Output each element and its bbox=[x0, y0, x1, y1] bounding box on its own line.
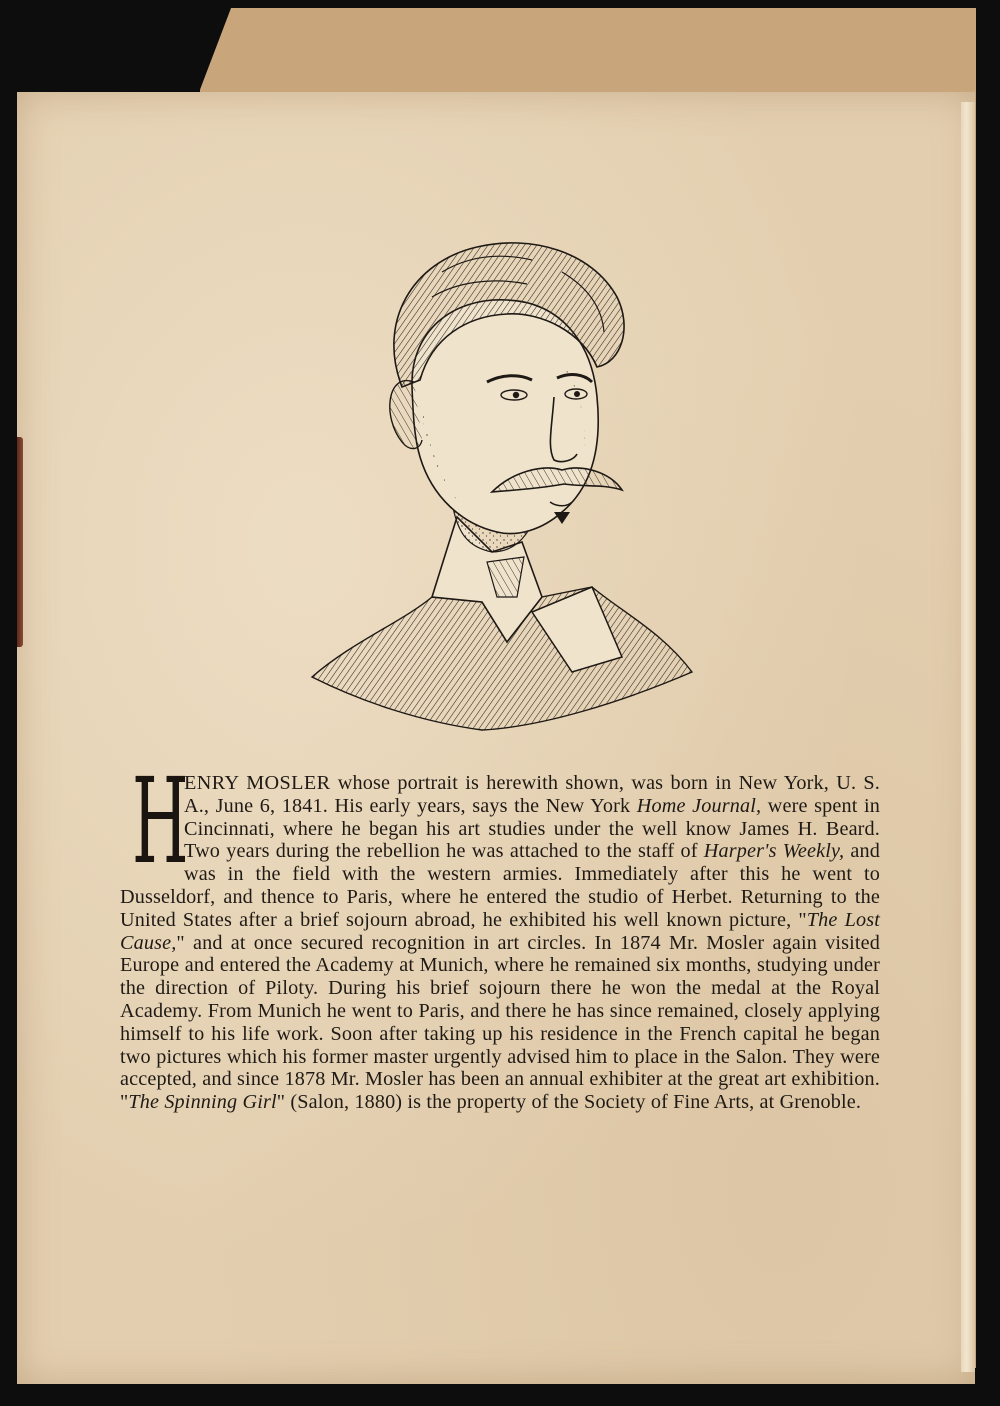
drop-cap: H bbox=[132, 752, 189, 890]
body-text: " and at once secured recognition in art circles. In 1874 Mr. Mosler again visited Europe and entered the Academy at Munich, where he remained six months, studying under the direction of Piloty. During his brief sojourn there he won the medal at the Royal Academy. From Munich he went to Paris, and there he has since remained, closely applying himself to his life work. Soon after taking up his residence in the French capital he began two pictures which his former master urgently advised him to place in the Salon. They were accepted, and since 1878 Mr. Mosler has been an annual exhibiter at the great art exhibition. " bbox=[120, 931, 880, 1114]
publication-title: Harper's Weekly, bbox=[703, 840, 845, 863]
booklet-page bbox=[17, 92, 975, 1384]
page-edge bbox=[961, 102, 975, 1372]
portrait-engraving bbox=[292, 202, 712, 732]
artwork-title: The Spinning Girl bbox=[128, 1091, 277, 1114]
body-text: and was in the field with the western armies. Immediately after this he went to Dusseldorf, and thence to Paris, where he entered the studio of Herbet. Returning to the United States after a brief sojourn abroad, he exhibited his well known picture, " bbox=[120, 840, 881, 931]
body-text: " (Salon, 1880) is the property of the Society of Fine Arts, at Grenoble. bbox=[276, 1091, 862, 1114]
artwork-title: The Lost Cause, bbox=[120, 908, 880, 954]
binding-stitch bbox=[17, 437, 23, 647]
body-text: were spent in Cincinnati, where he began his art studies under the well know James H. Beard. Two years during the rebellion he was attached to the staff of bbox=[184, 794, 880, 863]
publication-title: Home Journal, bbox=[636, 794, 762, 817]
lead-in-name: ENRY MOSLER bbox=[184, 772, 331, 794]
body-text: whose portrait is herewith shown, was born in New York, U. S. A., June 6, 1841. His early years, says the New York bbox=[184, 772, 880, 817]
biography-paragraph bbox=[120, 752, 881, 1114]
